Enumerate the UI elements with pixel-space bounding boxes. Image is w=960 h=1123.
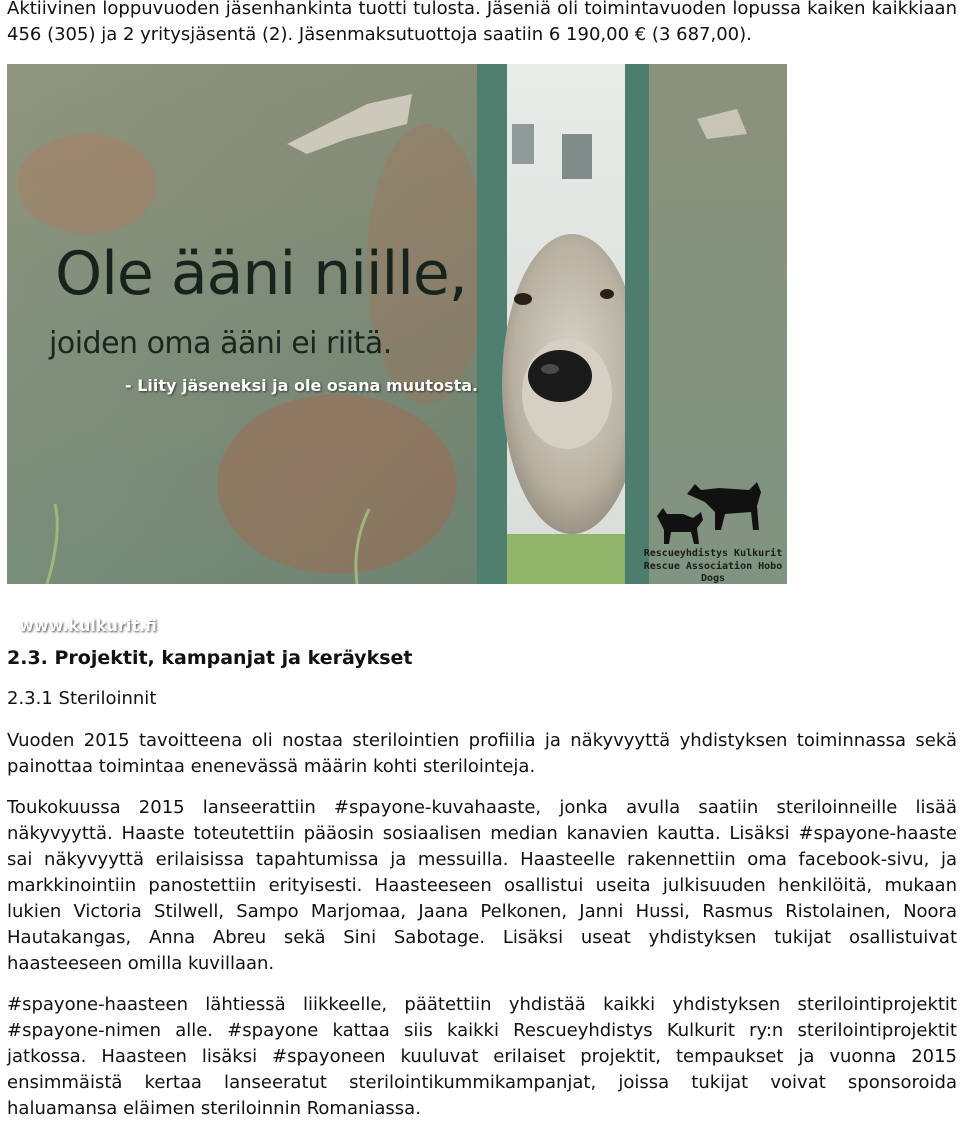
intro-paragraph: Aktiivinen loppuvuoden jäsenhankinta tuotti tulosta. Jäseniä oli toimintavuoden lopussa kaiken kaikkiaan 456 (305) ja 2 yritysjäsentä (2). Jäsenmaksutuottoja saatiin 6 190,00 € (3 687,00). bbox=[7, 0, 957, 45]
poster-subtitle: joiden oma ääni ei riitä. bbox=[49, 326, 392, 361]
poster-url: www.kulkurit.fi bbox=[19, 616, 157, 635]
poster-org-name-english: Rescue Association Hobo Dogs bbox=[643, 561, 783, 584]
poster-artwork bbox=[7, 64, 787, 584]
membership-poster-image bbox=[7, 64, 787, 635]
paragraph-spayone-projects: #spayone-haasteen lähtiessä liikkeelle, päätettiin yhdistää kaikki yhdistyksen sterilointiprojektit #spayone-nimen alle. #spayone kattaa siis kaikki Rescueyhdistys Kulkurit ry:n sterilointiprojektit jatkossa. Haasteen lisäksi #spayoneen kuuluvat erilaiset projektit, tempaukset ja vuonna 2015 ensimmäistä kertaa lanseeratut sterilointikummikampanjat, joissa tukijat voivat sponsoroida haluamansa eläimen steriloinnin Romaniassa. bbox=[7, 994, 957, 1119]
subsection-heading: 2.3.1 Steriloinnit bbox=[7, 688, 157, 709]
poster-org-name: Rescueyhdistys Kulkurit bbox=[643, 548, 783, 559]
poster-title: Ole ääni niille, bbox=[55, 239, 467, 309]
paragraph-spayone-challenge: Toukokuussa 2015 lanseerattiin #spayone-kuvahaaste, jonka avulla saatiin steriloinneille lisää näkyvyyttä. Haaste toteutettiin pääosin sosiaalisen median kanavien kautta. Lisäksi #spayone-haaste sai näkyvyyttä erilaisissa tapahtumissa ja messuilla. Haasteelle rakennettiin oma facebook-sivu, ja markkinointiin panostettiin erityisesti. Haasteeseen osallistui useita julkisuuden henkilöitä, mukaan lukien Victoria Stilwell, Sampo Marjomaa, Jaana Pelkonen, Janni Hussi, Rasmus Ristolainen, Noora Hautakangas, Anna Abreu sekä Sini Sabotage. Lisäksi useat yhdistyksen tukijat osallistuivat haasteeseen omilla kuvillaan. bbox=[7, 797, 957, 974]
poster-call-to-action: - Liity jäseneksi ja ole osana muutosta. bbox=[125, 376, 479, 395]
paragraph-goals: Vuoden 2015 tavoitteena oli nostaa sterilointien profiilia ja näkyvyyttä yhdistyksen toiminnassa sekä painottaa toimintaa enenevässä määrin kohti sterilointeja. bbox=[7, 730, 957, 777]
section-heading: 2.3. Projektit, kampanjat ja keräykset bbox=[7, 647, 413, 669]
